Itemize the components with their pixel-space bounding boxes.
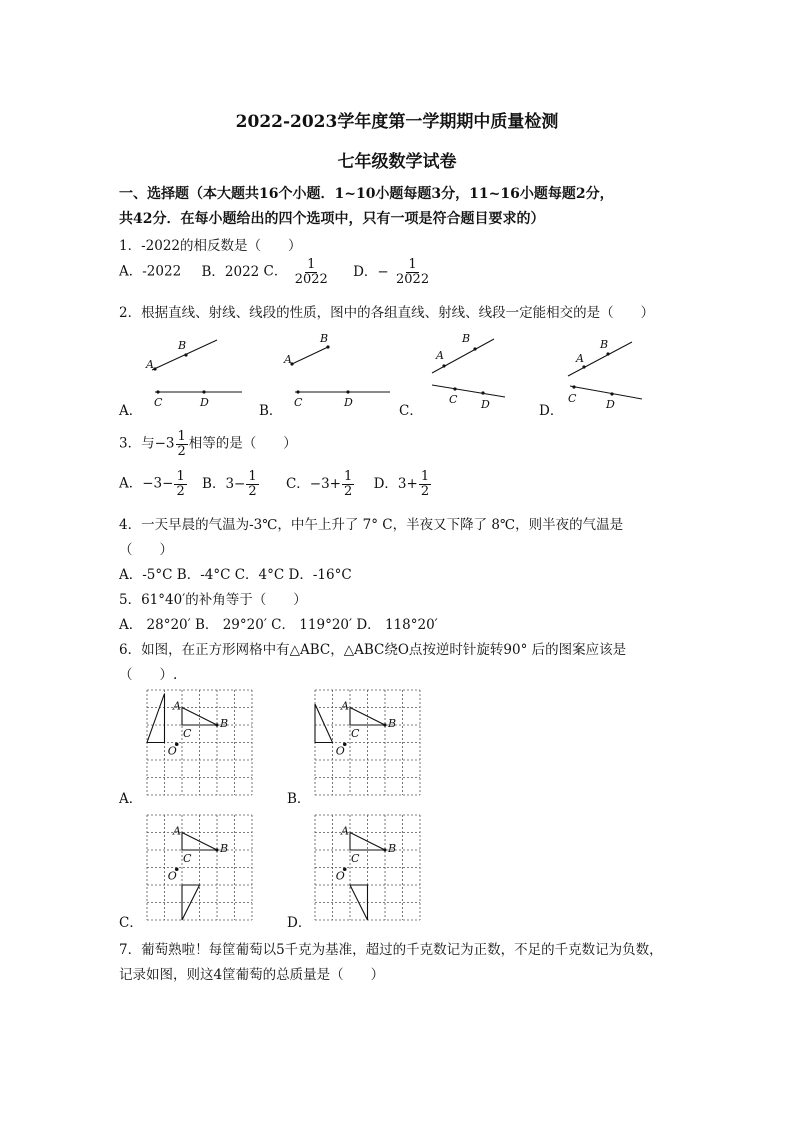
q6-label-b: B．	[287, 791, 311, 807]
q3-option-b-fraction: $\frac{1}{2}$	[248, 469, 257, 499]
q2-label-c: C．	[399, 403, 423, 419]
q4-stem-line1: 4．一天早晨的气温为-3℃，中午上升了 7° C，半夜又下降了 8℃，则半夜的气温是	[119, 517, 624, 533]
svg-text:A: A	[284, 353, 292, 366]
q3-option-d: D．3+	[373, 475, 418, 492]
svg-text:B: B	[462, 332, 471, 345]
q1-option-d-fraction: $\frac{1}{2022}$	[396, 257, 430, 287]
q2-figure-b	[280, 330, 395, 410]
label-b: B	[388, 842, 397, 855]
q6-figure-c	[147, 815, 253, 921]
svg-text:C: C	[154, 396, 163, 409]
svg-text:B: B	[178, 339, 187, 352]
q6-figure-a	[147, 690, 253, 796]
q1-option-d: D．−	[353, 263, 389, 280]
svg-text:C: C	[449, 393, 458, 406]
page-title: 2022-2023学年度第一学期期中质量检测	[235, 112, 559, 132]
label-o: O	[335, 744, 345, 758]
q3-option-c-fraction: $\frac{1}{2}$	[344, 469, 353, 499]
q6-label-d: D．	[287, 915, 312, 931]
q2-label-d: D．	[539, 403, 564, 419]
q2-figure-c	[420, 330, 530, 415]
q2-figure-d	[560, 330, 670, 415]
q2-stem: 2．根据直线、射线、线段的性质，图中的各组直线、射线、线段一定能相交的是（ ）	[119, 305, 655, 321]
q2-label-a: A．	[119, 403, 143, 419]
q2-label-b: B．	[259, 403, 283, 419]
svg-text:D: D	[481, 398, 490, 411]
svg-text:B: B	[600, 338, 609, 351]
svg-text:D: D	[606, 398, 615, 411]
svg-text:A: A	[576, 352, 584, 365]
q3-stem: 3．与−3 $\frac{1}{2}$ 相等的是（ ）	[119, 429, 297, 459]
q1-options	[119, 258, 432, 286]
q3-stem-fraction: $\frac{1}{2}$	[177, 429, 186, 459]
q1-option-b: B．2022	[201, 263, 260, 280]
label-o: O	[167, 744, 177, 758]
grid-lines	[147, 815, 252, 920]
label-c: C	[183, 852, 192, 865]
section-header-line1: 一、选择题（本大题共16个小题．1~10小题每题3分，11~16小题每题2分，	[119, 186, 614, 202]
label-c: C	[351, 727, 360, 740]
q3-options	[119, 470, 432, 498]
label-b: B	[220, 717, 229, 730]
rotated-triangle	[315, 704, 333, 743]
label-c: C	[351, 852, 360, 865]
q5-options: A． 28°20′ B． 29°20′ C． 119°20′ D． 118°20′	[119, 617, 438, 633]
q4-stem-line2: （ ）	[119, 542, 173, 558]
q3-option-b: B．3−	[202, 475, 246, 492]
label-a: A	[341, 699, 349, 713]
q7-stem-line2: 记录如图，则这4筐葡萄的总质量是（ ）	[119, 967, 385, 983]
q1-option-c: C．	[263, 263, 288, 280]
q6-label-a: A．	[119, 791, 143, 807]
svg-text:D: D	[344, 396, 353, 409]
label-b: B	[388, 717, 397, 730]
svg-text:A: A	[146, 358, 154, 371]
q6-figure-d	[315, 815, 421, 921]
svg-text:A: A	[436, 349, 444, 362]
q1-stem: 1．-2022的相反数是（ ）	[119, 238, 302, 254]
q5-stem: 5．61°40′的补角等于（ ）	[119, 592, 307, 608]
rotated-triangle	[147, 694, 165, 743]
q3-option-c: C．−3+	[285, 475, 341, 492]
svg-text:C: C	[568, 392, 577, 405]
label-b: B	[220, 842, 229, 855]
label-a: A	[341, 824, 349, 838]
point-b	[383, 723, 386, 726]
label-a: A	[173, 699, 181, 713]
q7-stem-line1: 7．葡萄熟啦！每筐葡萄以5千克为基准，超过的千克数记为正数，不足的千克数记为负数，	[119, 942, 663, 958]
q3-option-a: A．−3−	[119, 475, 174, 492]
section-header-line2: 共42分．在每小题给出的四个选项中，只有一项是符合题目要求的）	[119, 211, 545, 227]
svg-text:D: D	[200, 396, 209, 409]
label-o: O	[167, 869, 177, 883]
q6-stem-line1: 6．如图，在正方形网格中有△ABC，△ABC绕O点按逆时针旋转90° 后的图案应该是	[119, 642, 627, 658]
q2-figure-a	[140, 330, 250, 410]
q3-option-a-fraction: $\frac{1}{2}$	[176, 469, 185, 499]
label-c: C	[183, 727, 192, 740]
label-o: O	[335, 869, 345, 883]
q1-option-a: A．-2022	[119, 263, 182, 280]
q3-option-d-fraction: $\frac{1}{2}$	[420, 469, 430, 499]
label-a: A	[173, 824, 181, 838]
page-subtitle: 七年级数学试卷	[337, 152, 457, 172]
q4-options: A．-5°C B．-4°C C．4°C D．-16°C	[119, 567, 352, 583]
point-b	[215, 723, 218, 726]
point-b	[383, 848, 386, 851]
q1-option-c-fraction: $\frac{1}{2022}$	[294, 257, 328, 287]
point-b	[215, 848, 218, 851]
svg-text:B: B	[320, 332, 329, 345]
svg-text:C: C	[294, 396, 303, 409]
q6-figure-b	[315, 690, 421, 796]
q6-label-c: C．	[119, 915, 143, 931]
q6-stem-line2: （ ）.	[119, 667, 178, 683]
